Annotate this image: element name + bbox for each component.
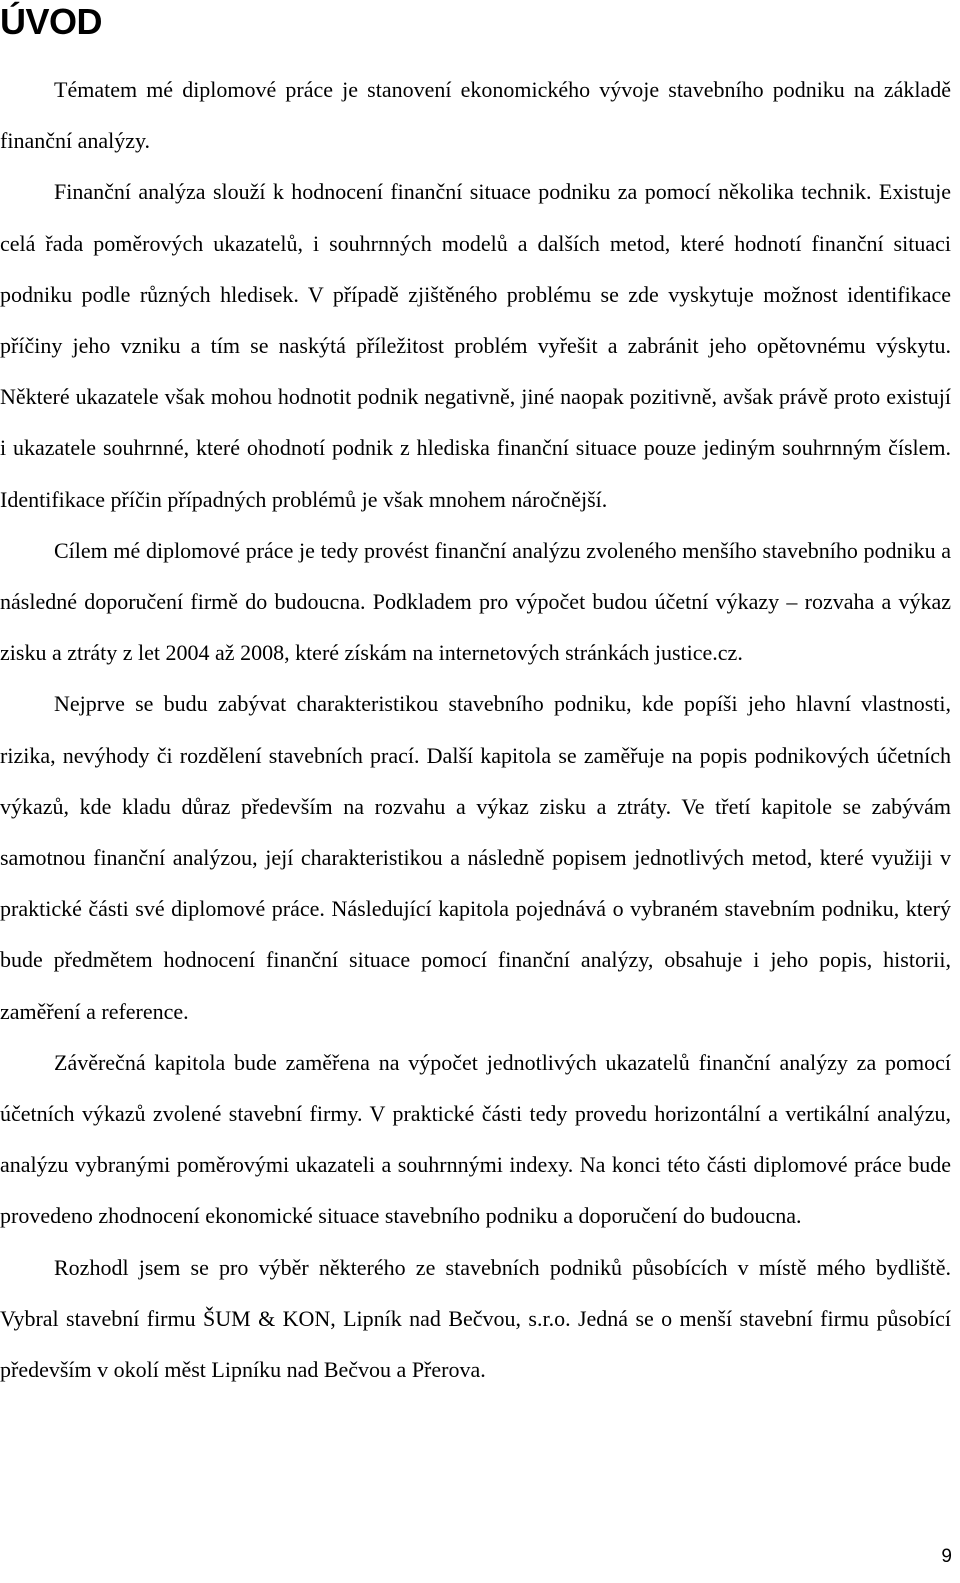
paragraph-chapters: Nejprve se budu zabývat charakteristikou stavebního podniku, kde popíši jeho hlavní vlastnosti, rizika, nevýhody či rozdělení stavebních prací. Další kapitola se zaměřuje na popis podnikových účetních výkazů, kde kladu důraz především na rozvahu a výkaz zisku a ztráty. Ve třetí kapitole se zabývám samotnou finanční analýzou, její charakteristikou a následně popisem jednotlivých metod, které využiji v praktické části své diplomové práce. Následující kapitola pojednává o vybraném stavebním podniku, který bude předmětem hodnocení finanční situace pomocí finanční analýzy, obsahuje i jeho popis, historii, zaměření a reference. <box>0 691 951 1024</box>
paragraph-intro: Tématem mé diplomové práce je stanovení ekonomického vývoje stavebního podniku na základě finanční analýzy. <box>0 77 951 154</box>
paragraph-company-choice: Rozhodl jsem se pro výběr některého ze stavebních podniků působících v místě mého bydliště. Vybral stavební firmu ŠUM & KON, Lipník nad Bečvou, s.r.o. Jedná se o menší stavební firmu působící především v okolí měst Lipníku nad Bečvou a Přerova. <box>0 1254 951 1383</box>
section-heading: ÚVOD <box>0 1 103 42</box>
paragraph-final-chapter: Závěrečná kapitola bude zaměřena na výpočet jednotlivých ukazatelů finanční analýzy za pomocí účetních výkazů zvolené stavební firmy. V praktické části tedy provedu horizontální a vertikální analýzu, analýzu vybranými poměrovými ukazateli a souhrnnými indexy. Na konci této části diplomové práce bude provedeno zhodnocení ekonomické situace stavebního podniku a doporučení do budoucna. <box>0 1049 951 1229</box>
body-text <box>0 64 951 1395</box>
page-number: 9 <box>941 1546 952 1567</box>
paragraph-financial-analysis: Finanční analýza slouží k hodnocení finanční situace podniku za pomocí několika technik. Existuje celá řada poměrových ukazatelů, i souhrnných modelů a dalších metod, které hodnotí finanční situaci podniku podle různých hledisek. V případě zjištěného problému se zde vyskytuje možnost identifikace příčiny jeho vzniku a tím se naskýtá příležitost problém vyřešit a zabránit jeho opětovnému výskytu. Některé ukazatele však mohou hodnotit podnik negativně, jiné naopak pozitivně, avšak právě proto existují i ukazatele souhrnné, které ohodnotí podnik z hlediska finanční situace pouze jediným souhrnným číslem. Identifikace příčin případných problémů je však mnohem náročnější. <box>0 179 951 512</box>
paragraph-goal: Cílem mé diplomové práce je tedy provést finanční analýzu zvoleného menšího stavebního podniku a následné doporučení firmě do budoucna. Podkladem pro výpočet budou účetní výkazy – rozvaha a výkaz zisku a ztráty z let 2004 až 2008, které získám na internetových stránkách justice.cz. <box>0 537 951 666</box>
